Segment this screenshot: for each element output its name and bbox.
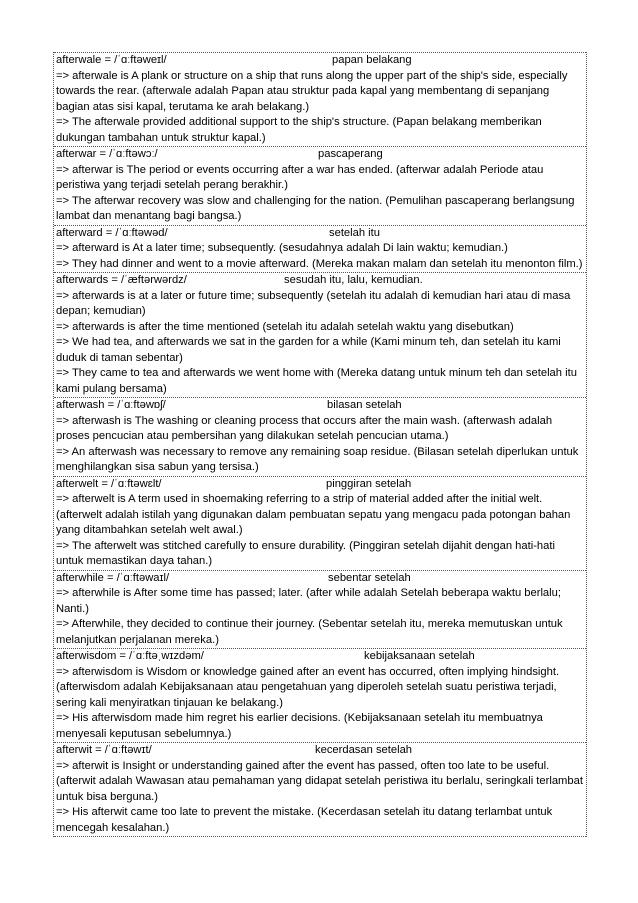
entry-header <box>56 273 585 289</box>
definition: => afterwisdom is Wisdom or knowledge gained after an event has occurred, often implying hindsight. (afterwisdom adalah Kebijaksanaan atau pengetahuan yang diperoleh setelah suatu peristiwa terjadi, sering kali menyiratkan tinjauan ke belakang.) <box>56 665 560 709</box>
extra-line: => They came to tea and afterwards we went home with (Mereka datang untuk minum teh dan setelah itu kami pulang bersama) <box>56 367 577 395</box>
entry-afterward <box>54 225 586 273</box>
example: => His afterwit came too late to prevent the mistake. (Kecerdasan setelah itu datang terlambat untuk mencegah kesalahan.) <box>56 806 553 834</box>
word-meaning: pascaperang <box>318 148 383 160</box>
word-pronunciation: afterwisdom = /ˈɑːftəˌwɪzdəm/ <box>56 650 204 662</box>
entry-afterwit <box>54 742 586 837</box>
entry-afterwash <box>54 397 586 476</box>
entry-header <box>56 743 585 759</box>
word-pronunciation: afterwash = /ˈɑːftəwɒʃ/ <box>56 399 166 411</box>
example: => They had dinner and went to a movie afterward. (Mereka makan malam dan setelah itu menonton film.) <box>56 257 583 270</box>
example: => The afterwale provided additional support to the ship's structure. (Papan belakang memberikan dukungan tambahan untuk struktur kapal.) <box>56 116 542 144</box>
definition: => afterwelt is A term used in shoemaking referring to a strip of material added after the initial welt. (afterwelt adalah istilah yang digunakan dalam pembuatan sepatu yang mengacu pada potongan bahan yang ditambahkan setelah welt awal.) <box>56 493 571 536</box>
word-meaning: papan belakang <box>332 54 412 66</box>
word-meaning: sesudah itu, lalu, kemudian. <box>284 274 423 286</box>
entry-header <box>56 53 585 69</box>
entry-header <box>56 649 585 665</box>
entry-header <box>56 571 585 587</box>
definition: => afterwards is at a later or future time; subsequently (setelah itu adalah di kemudian hari atau di masa depan; kemudian) <box>56 289 571 317</box>
word-meaning: kebijaksanaan setelah <box>364 650 475 662</box>
word-pronunciation: afterwit = /ˈɑːftəwɪt/ <box>56 744 152 756</box>
entry-afterwhile <box>54 570 586 649</box>
word-pronunciation: afterwale = /ˈɑːftəweɪl/ <box>56 54 167 66</box>
entry-header <box>56 398 585 414</box>
word-pronunciation: afterwards = /ˈæftərwərdz/ <box>56 274 187 286</box>
dictionary-table <box>53 52 587 837</box>
example: => The afterwar recovery was slow and challenging for the nation. (Pemulihan pascaperang berlangsung lambat dan menantang bagi bangsa.) <box>56 194 575 222</box>
word-meaning: setelah itu <box>329 226 380 239</box>
example: => Afterwhile, they decided to continue their journey. (Sebentar setelah itu, mereka memutuskan untuk melanjutkan perjalanan mereka.) <box>56 618 563 646</box>
extra-line: => We had tea, and afterwards we sat in the garden for a while (Kami minum teh, dan setelah itu kami duduk di taman sebentar) <box>56 336 561 364</box>
example: => The afterwelt was stitched carefully to ensure durability. (Pinggiran setelah dijahit dengan hati-hati untuk memastikan daya tahan.) <box>56 539 555 567</box>
definition: => afterwash is The washing or cleaning process that occurs after the main wash. (afterwash adalah proses pencucian atau pembersihan yang dilakukan setelah pencucian utama.) <box>56 414 553 442</box>
definition: => afterward is At a later time; subsequently. (sesudahnya adalah Di lain waktu; kemudian.) <box>56 242 508 254</box>
example: => His afterwisdom made him regret his earlier decisions. (Kebijaksanaan setelah itu membuatnya menyesali keputusan sebelumnya.) <box>56 712 543 740</box>
entry-header <box>56 226 585 242</box>
word-meaning: bilasan setelah <box>327 399 402 411</box>
word-pronunciation: afterward = /ˈɑːftəwəd/ <box>56 226 168 239</box>
word-meaning: sebentar setelah <box>328 571 411 584</box>
definition: => afterwit is Insight or understanding gained after the event has passed, often too late to be useful. (afterwit adalah Wawasan atau pemahaman yang didapat setelah peristiwa itu berlalu, seringkali terlambat untuk bisa berguna.) <box>56 759 583 803</box>
word-pronunciation: afterwelt = /ˈɑːftəwɛlt/ <box>56 477 162 490</box>
example: => An afterwash was necessary to remove any remaining soap residue. (Bilasan setelah diperlukan untuk menghilangkan sisa sabun yang tersisa.) <box>56 445 579 473</box>
extra-line: => afterwards is after the time mentioned (setelah itu adalah setelah waktu yang disebutkan) <box>56 320 514 333</box>
entry-afterwelt <box>54 476 586 570</box>
entry-afterwale <box>54 52 586 146</box>
entry-header <box>56 147 585 163</box>
entry-afterwar <box>54 146 586 225</box>
word-pronunciation: afterwhile = /ˈɑːftəwaɪl/ <box>56 571 170 584</box>
definition: => afterwhile is After some time has passed; later. (after while adalah Setelah beberapa waktu berlalu; Nanti.) <box>56 587 561 615</box>
word-meaning: pinggiran setelah <box>326 477 412 490</box>
entry-header <box>56 477 585 493</box>
word-pronunciation: afterwar = /ˈɑːftəwɔː/ <box>56 148 158 160</box>
definition: => afterwar is The period or events occurring after a war has ended. (afterwar adalah Periode atau peristiwa yang terjadi setelah perang berakhir.) <box>56 163 544 191</box>
definition: => afterwale is A plank or structure on a ship that runs along the upper part of the ship's side, especially towards the rear. (afterwale adalah Papan atau struktur pada kapal yang membentang di sepanjang bagian atas sisi kapal, terutama ke arah belakang.) <box>56 69 568 113</box>
entry-afterwards <box>54 272 586 397</box>
word-meaning: kecerdasan setelah <box>315 744 413 756</box>
entry-afterwisdom <box>54 648 586 742</box>
